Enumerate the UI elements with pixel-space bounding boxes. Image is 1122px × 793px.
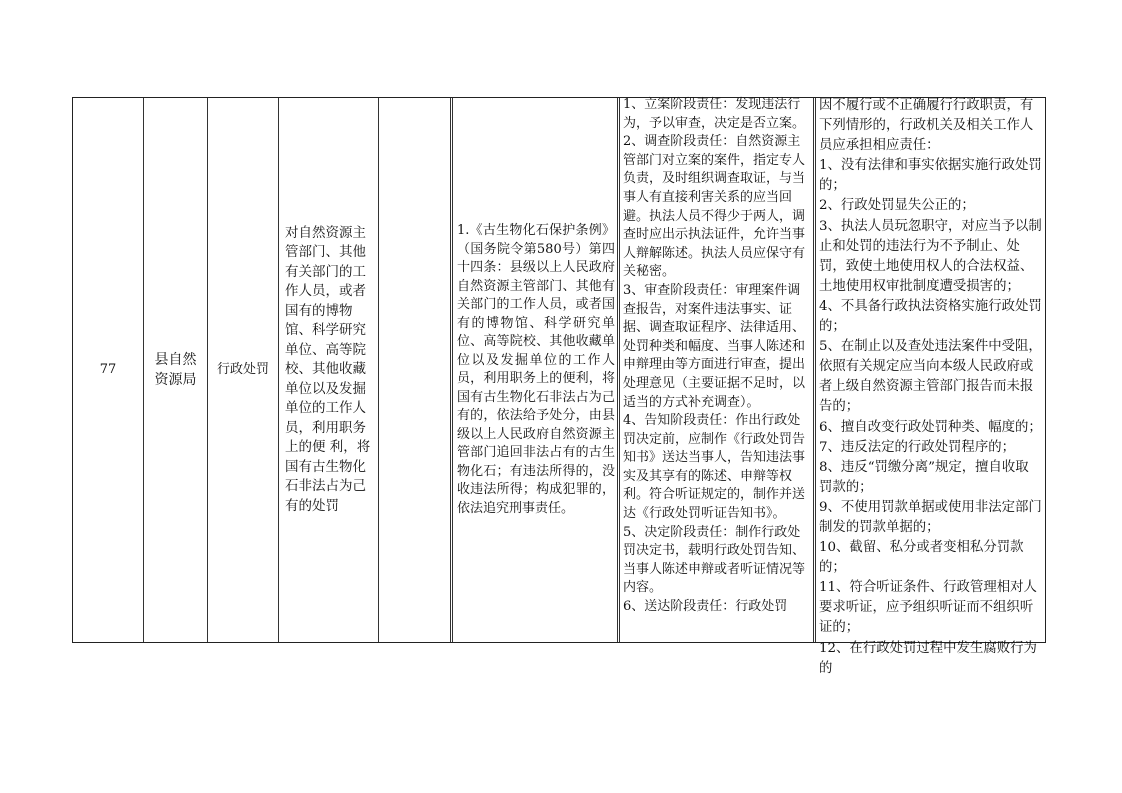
row-number: 77 bbox=[99, 362, 117, 377]
basis-cell bbox=[453, 98, 620, 642]
category-cell bbox=[208, 98, 279, 642]
item-name: 对自然资源主管部门、其他有关部门的工作人员，或者国有的博物馆、科学研究单位、高等院校、其他收藏单位以及发掘单位的工作人员，利用职务上的便 利，将国有古生物化石非法占为己有的处罚 bbox=[285, 224, 371, 514]
category-label: 行政处罚 bbox=[216, 362, 269, 377]
responsibility-text: 1、立案阶段责任：发现违法行为，予以审查，决定是否立案。 2、调查阶段责任：自然资源主管部门对立案的案件，指定专人负责，及时组织调查取证，与当事人有直接利害关系的应当回避。执法人员不得少于两人，调查时应出示执法证件，允许当事人辩解陈述。执法人员应保守有关秘密。 3、审查阶段责任：审理案件调查报告，对案件违法事实、证据、调查取证程序、法律适用、处罚种类和幅度、当事人陈述和申辩理由等方面进行审查，提出处理意见（主要证据不足时，以适当的方式补充调查）。 4、告知阶段责任：作出行政处罚决定前，应制作《行政处罚告知书》送达当事人，告知违法事实及其享有的陈述、申辩等权利。符合听证规定的，制作并送达《行政处罚听证告知书》。 5、决定阶段责任：制作行政处罚决定书，载明行政处罚告知、当事人陈述申辩或者听证情况等内容。 6、送达阶段责任：行政处罚 bbox=[623, 97, 806, 615]
accountability-text: 因不履行或不正确履行行政职责，有下列情形的，行政机关及相关工作人员应承担相应责任： 1、没有法律和事实依据实施行政处罚的； 2、行政处罚显失公正的； 3、执法人员玩忽职守，对应当予以制止和处罚的违法行为不予制止、处罚，致使土地使用权人的合法权益、土地使用权审批制度遭受损害的； 4、不具备行政执法资格实施行政处罚的； 5、在制止以及查处违法案件中受阻，依照有关规定应当向本级人民政府或者上级自然资源主管部门报告而未报告的； 6、擅自改变行政处罚种类、幅度的； 7、违反法定的行政处罚程序的； 8、违反“罚缴分离”规定，擅自收取罚款的； 9、不使用罚款单据或使用非法定部门制发的罚款单据的； 10、截留、私分或者变相私分罚款的； 11、符合听证条件、行政管理相对人要求听证，应予组织听证而不组织听证的； 12、在行政处罚过程中发生腐败行为的 bbox=[819, 98, 1042, 676]
row-number-cell bbox=[73, 98, 144, 642]
department-cell bbox=[144, 98, 208, 642]
table-row bbox=[72, 97, 1046, 676]
item-name-cell bbox=[279, 98, 379, 642]
accountability-cell bbox=[816, 98, 1045, 676]
sub-item-cell bbox=[379, 98, 453, 642]
responsibility-cell bbox=[620, 98, 816, 642]
legal-basis: 1.《古生物化石保护条例》（国务院令第580号）第四十四条：县级以上人民政府自然资源主管部门、其他有关部门的工作人员，或者国有的博物馆、科学研究单位、高等院校、其他收藏单位以及发掘单位的工作人员，利用职务上的便利，将国有古生物化石非法占为己有的，依法给予处分，由县级以上人民政府自然资源主管部门追回非法占有的古生物化石；有违法所得的，没收违法所得；构成犯罪的，依法追究刑事责任。 bbox=[457, 223, 615, 516]
department-name: 县自然 资源局 bbox=[154, 352, 197, 388]
